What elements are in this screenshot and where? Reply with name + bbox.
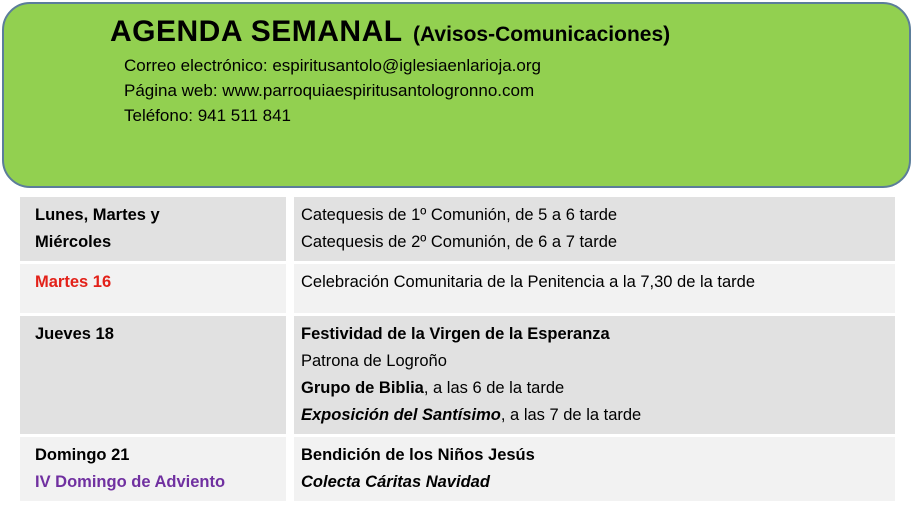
event-line [301, 348, 887, 375]
day-cell [20, 264, 286, 313]
events-cell [294, 264, 895, 313]
event-text-segment: Patrona de Logroño [301, 352, 447, 370]
event-text-segment: Catequesis de 2º Comunión, de 6 a 7 tarde [301, 233, 618, 251]
title-line [110, 15, 909, 49]
contact-email: Correo electrónico: espiritusantolo@iglesiaenlarioja.org [124, 56, 541, 75]
day-label: Miércoles [35, 233, 112, 251]
agenda-row [20, 197, 895, 261]
agenda-table [20, 197, 895, 501]
day-cell [20, 437, 286, 501]
event-text-segment: Catequesis de 1º Comunión, de 5 a 6 tarde [301, 206, 618, 224]
agenda-row [20, 437, 895, 501]
event-text-segment: , a las 6 de la tarde [423, 379, 565, 397]
events-cell [294, 437, 895, 501]
day-label: Jueves 18 [35, 325, 114, 343]
day-label: Lunes, Martes y [35, 206, 160, 224]
event-line [301, 229, 887, 256]
agenda-row [20, 316, 895, 434]
events-cell [294, 316, 895, 434]
day-cell [20, 197, 286, 261]
event-text-segment: Exposición del Santísimo [301, 406, 501, 424]
event-line [301, 402, 887, 429]
event-line [301, 321, 887, 348]
page-subtitle: (Avisos-Comunicaciones) [413, 23, 671, 46]
event-text-segment: Colecta Cáritas Navidad [301, 473, 490, 491]
contact-block [124, 53, 909, 128]
day-label: IV Domingo de Adviento [35, 473, 226, 491]
day-cell [20, 316, 286, 434]
event-text-segment: Bendición de los Niños Jesús [301, 446, 535, 464]
contact-web: Página web: www.parroquiaespiritusantologronno.com [124, 81, 535, 100]
event-line [301, 375, 887, 402]
event-line [301, 442, 887, 469]
page-title: AGENDA SEMANAL [110, 15, 403, 48]
event-line [301, 202, 887, 229]
event-text-segment: Celebración Comunitaria de la Penitencia a la 7,30 de la tarde [301, 273, 756, 291]
event-text-segment: Festividad de la Virgen de la Esperanza [301, 325, 610, 343]
day-label: Domingo 21 [35, 446, 130, 464]
day-label: Martes 16 [35, 273, 112, 291]
event-text-segment: , a las 7 de la tarde [500, 406, 642, 424]
event-line [301, 469, 887, 496]
events-cell [294, 197, 895, 261]
agenda-row [20, 264, 895, 313]
header-box [2, 2, 911, 188]
event-text-segment: Grupo de Biblia [301, 379, 424, 397]
contact-phone: Teléfono: 941 511 841 [124, 106, 291, 125]
event-line [301, 269, 887, 296]
